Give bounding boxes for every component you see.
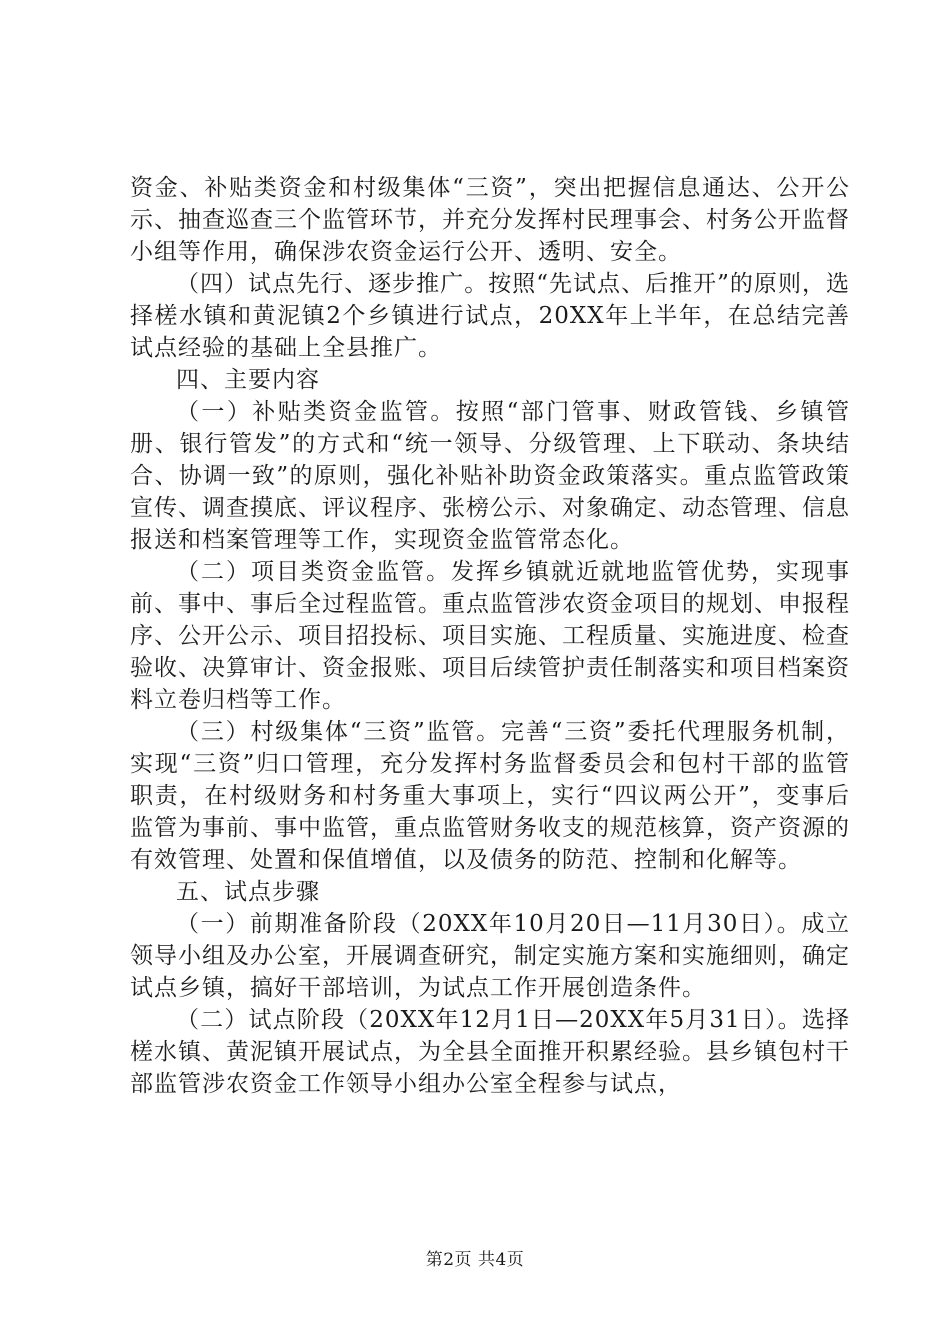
section-heading-main-content: 四、主要内容	[176, 367, 320, 393]
page-footer	[0, 1245, 950, 1270]
paragraph-subsidy-funds: （一）补贴类资金监管。按照“部门管事、财政管钱、乡镇管册、银行管发”的方式和“统一领导、分级管理、上下联动、条块结合、协调一致”的原则，强化补贴补助资金政策落实。重点监管政策宣传、调查摸底、评议程序、张榜公示、对象确定、动态管理、信息报送和档案管理等工作，实现资金监管常态化。	[130, 399, 850, 553]
paragraph-preparation-stage: （一）前期准备阶段（20XX年10月20日—11月30日）。成立领导小组及办公室，开展调查研究，制定实施方案和实施细则，确定试点乡镇，搞好干部培训，为试点工作开展创造条件。	[130, 911, 850, 1001]
paragraph-project-funds: （二）项目类资金监管。发挥乡镇就近就地监管优势，实现事前、事中、事后全过程监管。重点监管涉农资金项目的规划、申报程序、公开公示、项目招投标、项目实施、工程质量、实施进度、检查验收、决算审计、资金报账、项目后续管护责任制落实和项目档案资料立卷归档等工作。	[130, 559, 850, 713]
section-heading-pilot-steps: 五、试点步骤	[176, 879, 320, 905]
page-number-label: 第2页 共4页	[425, 1250, 525, 1270]
paragraph-continuation: 资金、补贴类资金和村级集体“三资”，突出把握信息通达、公开公示、抽查巡查三个监管环节，并充分发挥村民理事会、村务公开监督小组等作用，确保涉农资金运行公开、透明、安全。	[130, 175, 850, 265]
paragraph-pilot-stage: （二）试点阶段（20XX年12月1日—20XX年5月31日）。选择槎水镇、黄泥镇开展试点，为全县全面推开积累经验。县乡镇包村干部监管涉农资金工作领导小组办公室全程参与试点，	[130, 1007, 850, 1097]
document-body	[130, 172, 850, 1100]
paragraph-village-assets: （三）村级集体“三资”监管。完善“三资”委托代理服务机制，实现“三资”归口管理，充分发挥村务监督委员会和包村干部的监管职责，在村级财务和村务重大事项上，实行“四议两公开”，变事后监管为事前、事中监管，重点监管财务收支的规范核算，资产资源的有效管理、处置和保值增值，以及债务的防范、控制和化解等。	[130, 719, 850, 873]
paragraph-pilot-first: （四）试点先行、逐步推广。按照“先试点、后推开”的原则，选择槎水镇和黄泥镇2个乡镇进行试点，20XX年上半年，在总结完善试点经验的基础上全县推广。	[130, 271, 850, 361]
